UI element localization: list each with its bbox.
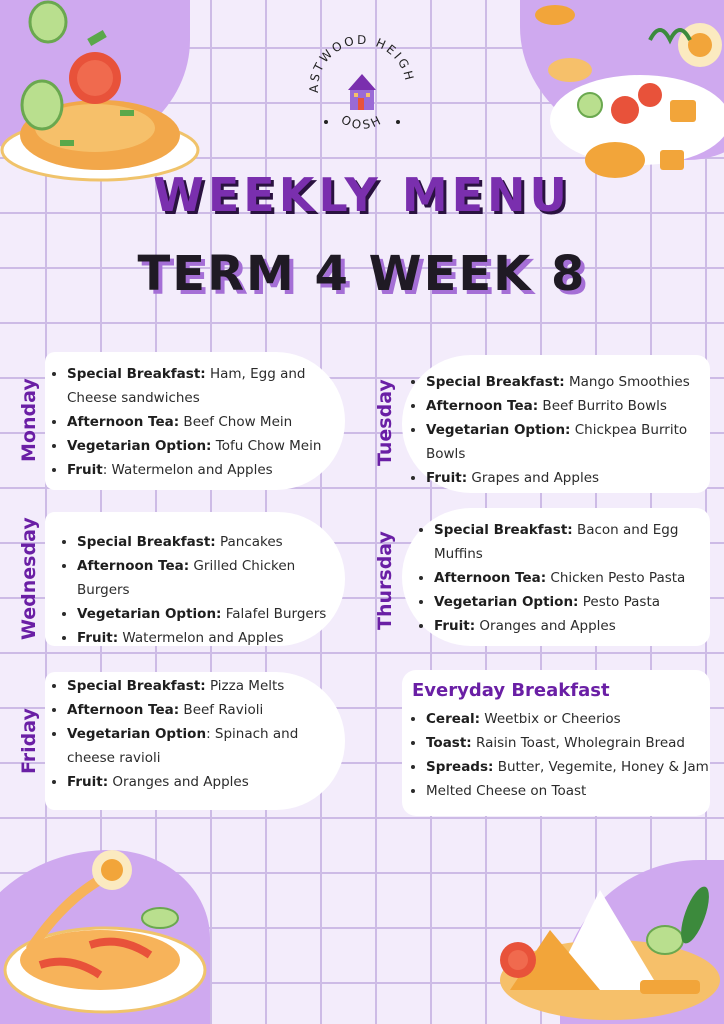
menu-item: • Vegetarian Option: Spinach and cheese ravioli bbox=[67, 722, 345, 770]
menu-item: • Melted Cheese on Toast bbox=[426, 779, 710, 803]
menu-item: • Afternoon Tea: Grilled Chicken Burgers bbox=[77, 554, 345, 602]
menu-item: • Vegetarian Option: Pesto Pasta bbox=[434, 590, 710, 614]
thursday-card bbox=[402, 508, 710, 646]
friday-menu-list bbox=[45, 674, 345, 794]
menu-item: • Fruit: Watermelon and Apples bbox=[67, 458, 345, 482]
logo-bottom-text: OOSH bbox=[338, 112, 386, 133]
menu-item: • Special Breakfast: Pancakes bbox=[77, 530, 345, 554]
thursday-menu-list bbox=[412, 518, 710, 638]
menu-item: • Vegetarian Option: Falafel Burgers bbox=[77, 602, 345, 626]
menu-item: • Toast: Raisin Toast, Wholegrain Bread bbox=[426, 731, 710, 755]
menu-item: • Vegetarian Option: Tofu Chow Mein bbox=[67, 434, 345, 458]
logo-top-text: ASTWOOD HEIGH bbox=[306, 32, 417, 94]
menu-item: • Vegetarian Option: Chickpea Burrito Bowls bbox=[426, 418, 710, 466]
wednesday-menu-list bbox=[55, 530, 345, 650]
tuesday-card bbox=[402, 355, 710, 493]
everyday-menu-list bbox=[412, 707, 710, 803]
day-label-friday: Friday bbox=[18, 708, 40, 774]
menu-item: • Afternoon Tea: Beef Ravioli bbox=[67, 698, 345, 722]
everyday-breakfast-card bbox=[402, 670, 710, 816]
menu-item: • Special Breakfast: Mango Smoothies bbox=[426, 370, 710, 394]
menu-item: • Special Breakfast: Ham, Egg and Cheese sandwiches bbox=[67, 362, 345, 410]
tuesday-menu-list bbox=[404, 370, 710, 490]
nachos-illustration bbox=[490, 870, 724, 1024]
menu-item: • Special Breakfast: Pizza Melts bbox=[67, 674, 345, 698]
fried-rice-illustration bbox=[0, 0, 210, 190]
oosh-logo bbox=[296, 18, 428, 150]
menu-item: • Afternoon Tea: Beef Burrito Bowls bbox=[426, 394, 710, 418]
everyday-breakfast-title: Everyday Breakfast bbox=[412, 680, 610, 701]
monday-card bbox=[45, 352, 345, 490]
menu-item: • Fruit: Oranges and Apples bbox=[434, 614, 710, 638]
page-subtitle: TERM 4 WEEK 8 bbox=[137, 246, 587, 302]
menu-item: • Special Breakfast: Bacon and Egg Muffins bbox=[434, 518, 710, 566]
menu-item: • Spreads: Butter, Vegemite, Honey & Jam bbox=[426, 755, 710, 779]
wednesday-card bbox=[45, 512, 345, 646]
menu-item: • Fruit: Watermelon and Apples bbox=[77, 626, 345, 650]
menu-item: • Fruit: Grapes and Apples bbox=[426, 466, 710, 490]
monday-menu-list bbox=[45, 362, 345, 482]
menu-item: • Fruit: Oranges and Apples bbox=[67, 770, 345, 794]
menu-item: • Afternoon Tea: Beef Chow Mein bbox=[67, 410, 345, 434]
page-title: WEEKLY MENU bbox=[153, 168, 571, 222]
salad-illustration bbox=[530, 0, 724, 190]
menu-item: • Afternoon Tea: Chicken Pesto Pasta bbox=[434, 566, 710, 590]
day-label-monday: Monday bbox=[18, 378, 40, 462]
day-label-wednesday: Wednesday bbox=[18, 517, 40, 640]
day-label-thursday: Thursday bbox=[374, 531, 396, 630]
noodles-illustration bbox=[0, 840, 215, 1024]
menu-item: • Cereal: Weetbix or Cheerios bbox=[426, 707, 710, 731]
day-label-tuesday: Tuesday bbox=[374, 379, 396, 466]
friday-card bbox=[45, 672, 345, 810]
